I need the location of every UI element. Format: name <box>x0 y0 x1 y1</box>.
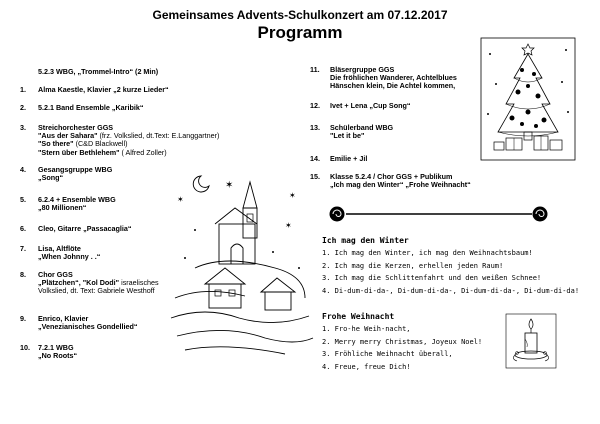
program-item-number: 5. <box>20 195 26 204</box>
program-item-detail: „Venezianisches Gondellied“ <box>38 322 138 332</box>
program-item-detail: "Stern über Bethlehem" ( Alfred Zoller) <box>38 147 167 157</box>
program-item-detail: „Song“ <box>38 173 64 183</box>
program-item-title: Cleo, Gitarre „Passacaglia“ <box>38 224 132 233</box>
program-item-number: 2. <box>20 103 26 112</box>
song-line: 3. Ich mag die Schlittenfahrt und den weißen Schnee! <box>322 274 542 282</box>
song-line: 3. Fröhliche Weihnacht überall, <box>322 350 453 358</box>
program-item-title: Schülerband WBG <box>330 123 394 132</box>
christmas-tree-icon <box>478 34 578 164</box>
song-line: 4. Di-dum-di-da-, Di-dum-di-da-, Di-dum-di-da-, Di-dum-di-da! <box>322 286 580 295</box>
program-item-title: Streichorchester GGS <box>38 123 114 132</box>
program-item-detail: Die fröhlichen Wanderer, Achtelblues <box>330 73 457 83</box>
song-line: 1. Ich mag den Winter, ich mag den Weihnachtsbaum! <box>322 249 533 257</box>
candle-icon <box>505 313 557 369</box>
svg-text:✶: ✶ <box>177 195 184 204</box>
song-line: 1. Fro-he Weih-nacht, <box>322 325 411 333</box>
svg-text:✶: ✶ <box>225 180 234 191</box>
program-item-title: 6.2.4 + Ensemble WBG <box>38 195 116 204</box>
program-item-detail: Volkslied, dt. Text: Gabriele Westhoff <box>38 286 155 296</box>
program-item-number: 10. <box>20 343 30 352</box>
program-item-detail: „Ich mag den Winter“ „Frohe Weihnacht“ <box>330 180 471 190</box>
program-item-detail: „Plätzchen“, "Kol Dodi" israelisches <box>38 278 159 288</box>
program-item-title: Emilie + Jil <box>330 154 368 163</box>
program-item-title: 5.2.3 WBG, „Trommel-Intro“ (2 Min) <box>38 67 159 76</box>
program-item-number: 6. <box>20 224 26 233</box>
snowy-village-icon <box>165 168 315 358</box>
program-item-number: 1. <box>20 85 26 94</box>
program-item-detail: "Aus der Sahara" (frz. Volkslied, dt.Text: E.Langgartner) <box>38 131 220 141</box>
program-item-title: Chor GGS <box>38 270 73 279</box>
program-item-number: 12. <box>310 101 320 110</box>
program-item-title: Lisa, Altflöte <box>38 244 81 253</box>
program-item-detail: Hänschen klein, Die Achtel kommen, <box>330 81 456 91</box>
spiral-divider <box>328 205 550 223</box>
program-item-title: Enrico, Klavier <box>38 314 89 323</box>
song-title: Frohe Weihnacht <box>322 312 395 321</box>
program-item-number: 3. <box>20 123 26 132</box>
page-subtitle: Programm <box>257 23 343 42</box>
program-item-number: 7. <box>20 244 26 253</box>
program-item-number: 9. <box>20 314 26 323</box>
program-item-number: 8. <box>20 270 26 279</box>
song-line: 2. Merry merry Christmas, Joyeux Noel! <box>322 337 483 346</box>
program-item-title: Ivet + Lena „Cup Song“ <box>330 101 411 110</box>
song-line: 2. Ich mag die Kerzen, erhellen jeden Raum! <box>322 261 504 270</box>
program-item-number: 4. <box>20 165 26 174</box>
program-item-number: 15. <box>310 172 320 181</box>
program-item-number: 14. <box>310 154 320 163</box>
svg-text:✶: ✶ <box>285 221 292 230</box>
song-title: Ich mag den Winter <box>322 236 409 245</box>
program-item-detail: "Let it be" <box>330 131 365 141</box>
program-item-detail: „When Johnny . .“ <box>38 252 101 262</box>
svg-text:✶: ✶ <box>289 191 296 200</box>
program-item-title: Alma Kaestle, Klavier „2 kurze Lieder“ <box>38 85 169 94</box>
program-item-title: Gesangsgruppe WBG <box>38 165 113 174</box>
program-item-title: Klasse 5.2.4 / Chor GGS + Publikum <box>330 172 453 181</box>
program-item-title: Bläsergruppe GGS <box>330 65 395 74</box>
program-item-number: 11. <box>310 65 320 74</box>
program-item-title: 7.2.1 WBG <box>38 343 74 352</box>
program-item-detail: "So there" (C&D Blackwell) <box>38 139 128 149</box>
program-item-detail: „No Roots“ <box>38 351 78 361</box>
program-item-number: 13. <box>310 123 320 132</box>
program-item-title: 5.2.1 Band Ensemble „Karibik“ <box>38 103 144 112</box>
song-line: 4. Freue, freue Dich! <box>322 362 411 371</box>
page-title: Gemeinsames Advents-Schulkonzert am 07.12.2017 <box>152 8 448 22</box>
program-item-detail: „80 Millionen“ <box>38 203 87 213</box>
